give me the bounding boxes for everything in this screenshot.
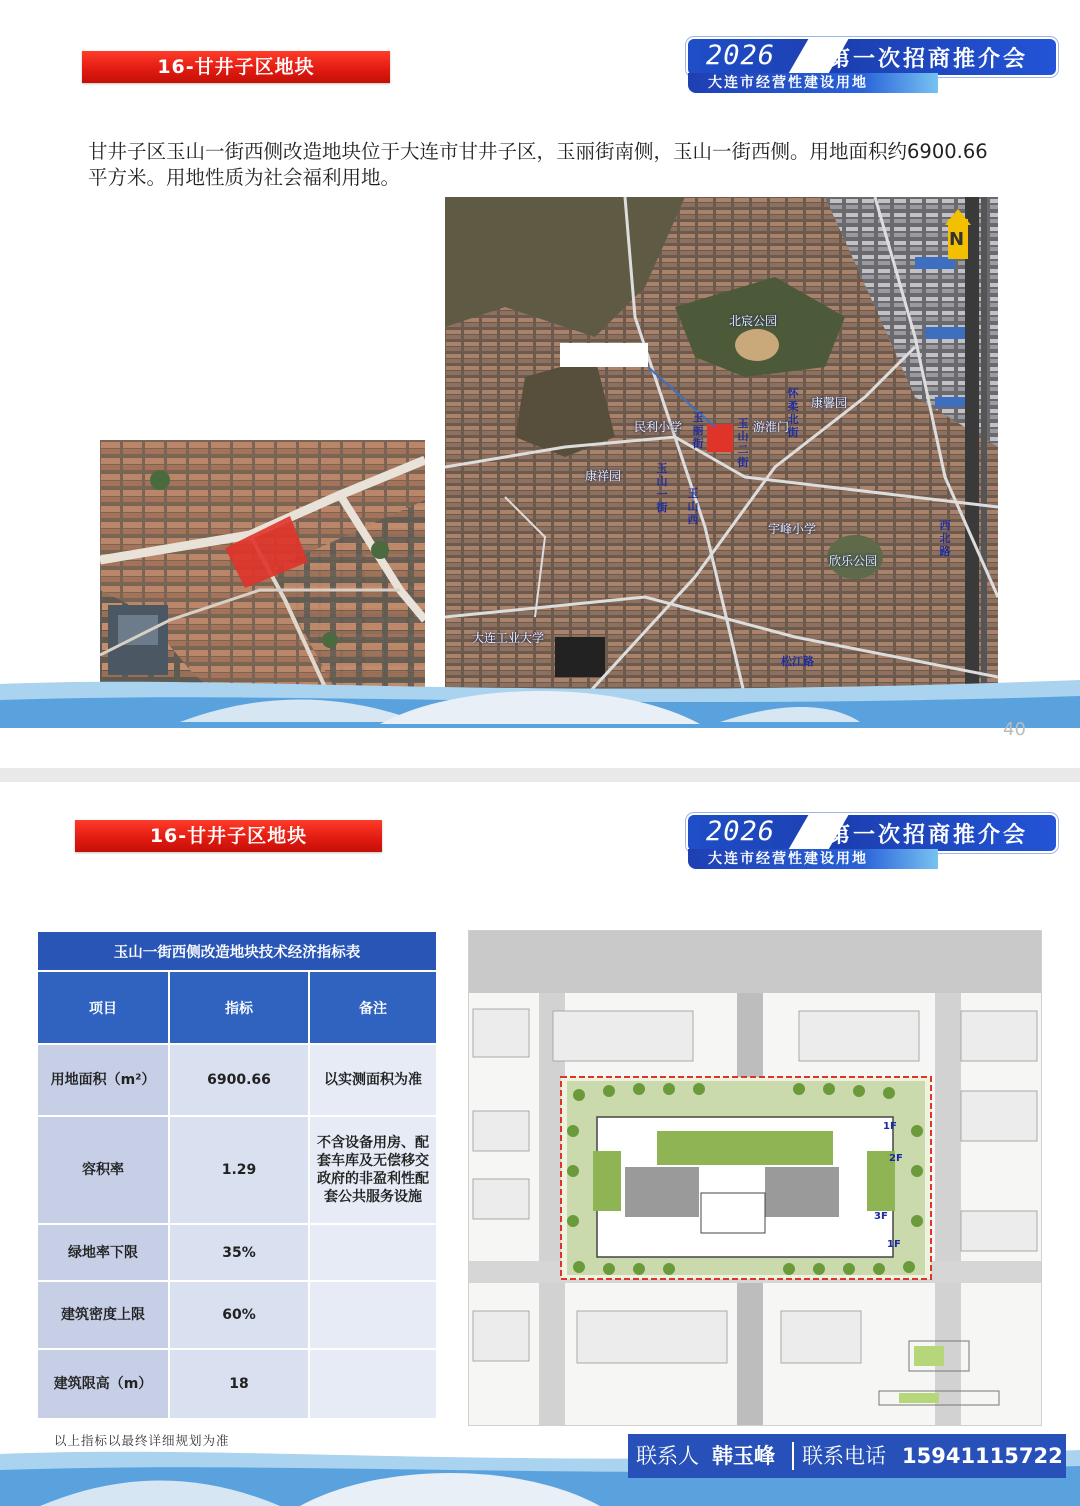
table-header-item: 项目 xyxy=(37,971,169,1044)
row-item: 建筑密度上限 xyxy=(37,1281,169,1349)
map-label-school2: 宇峰小学 xyxy=(768,522,817,536)
slide-2 xyxy=(0,782,1080,1506)
contact-phone: 15941115722 xyxy=(902,1444,1063,1468)
event-subtitle: 大连市经营性建设用地 xyxy=(688,73,938,93)
floor-label: 3F xyxy=(874,1211,888,1222)
event-subtitle: 大连市经营性建设用地 xyxy=(688,849,938,869)
bottom-decoration xyxy=(0,672,1080,768)
row-note xyxy=(309,1281,437,1349)
row-item: 绿地率下限 xyxy=(37,1224,169,1281)
road-label-6: 西北路 xyxy=(939,519,951,558)
site-plan-drawing xyxy=(468,930,1042,1426)
row-note xyxy=(309,1349,437,1419)
table-footnote: 以上指标以最终详细规划为准 xyxy=(54,1433,230,1448)
site-closeup-satellite xyxy=(100,440,425,698)
site-marker xyxy=(707,424,733,452)
page-number: 40 xyxy=(1003,719,1026,740)
map-label-garden2: 康祥园 xyxy=(585,469,622,483)
closeup-satellite-image xyxy=(100,440,425,698)
contact-phone-label: 联系电话 xyxy=(802,1444,886,1468)
row-value: 35% xyxy=(169,1224,309,1281)
row-value: 1.29 xyxy=(169,1116,309,1224)
table-header-value: 指标 xyxy=(169,971,309,1044)
north-arrow-label: N xyxy=(949,229,965,250)
floor-label: 1F xyxy=(887,1239,901,1250)
contact-person: 韩玉峰 xyxy=(712,1444,775,1468)
contact-person-label: 联系人 xyxy=(636,1444,699,1468)
road-label-2: 玉山一街 xyxy=(656,462,668,514)
road-label-5: 怀柔北街 xyxy=(787,387,799,439)
slide-title: 16-甘井子区地块 xyxy=(75,820,382,852)
context-satellite-image xyxy=(445,197,998,697)
site-plan-image xyxy=(469,931,1041,1425)
row-item: 建筑限高（m） xyxy=(37,1349,169,1419)
table-row xyxy=(37,1281,437,1349)
table-row xyxy=(37,1116,437,1224)
event-logo xyxy=(688,815,1058,873)
map-label-park1: 北宸公园 xyxy=(729,314,778,328)
table-header-note: 备注 xyxy=(309,971,437,1044)
row-value: 18 xyxy=(169,1349,309,1419)
road-label-3: 玉山二街 xyxy=(737,417,749,469)
indicator-table xyxy=(36,930,438,1420)
row-value: 60% xyxy=(169,1281,309,1349)
table-row xyxy=(37,1044,437,1116)
map-label-school1: 民利小学 xyxy=(634,420,683,434)
row-note: 以实测面积为准 xyxy=(309,1044,437,1116)
event-logo xyxy=(688,39,1058,97)
table-caption: 玉山一街西侧改造地块技术经济指标表 xyxy=(37,931,437,971)
table-row xyxy=(37,1349,437,1419)
road-label-1: 玉丽街 xyxy=(692,411,704,450)
row-item: 用地面积（m²） xyxy=(37,1044,169,1116)
site-context-satellite xyxy=(445,197,998,697)
event-name: 第一次招商推介会 xyxy=(828,823,1029,848)
floor-label: 2F xyxy=(889,1153,903,1164)
plot-description: 甘井子区玉山一街西侧改造地块位于大连市甘井子区，玉丽街南侧，玉山一街西侧。用地面积约6900.66平方米。用地性质为社会福利用地。 xyxy=(88,140,988,189)
contact-banner xyxy=(628,1434,1066,1478)
row-item: 容积率 xyxy=(37,1116,169,1224)
floor-label: 1F xyxy=(883,1121,897,1132)
event-year: 2026 xyxy=(706,40,776,71)
map-label-garden1: 康馨园 xyxy=(811,396,848,410)
event-year: 2026 xyxy=(706,816,776,847)
row-value: 6900.66 xyxy=(169,1044,309,1116)
road-label-7: 松江路 xyxy=(781,655,814,668)
event-name: 第一次招商推介会 xyxy=(828,47,1029,72)
slide-title: 16-甘井子区地块 xyxy=(82,51,390,83)
map-label-university: 大连工业大学 xyxy=(472,631,545,645)
table-row xyxy=(37,1224,437,1281)
map-label-gate: 游淮门 xyxy=(753,420,790,434)
row-note: 不含设备用房、配套车库及无偿移交政府的非盈利性配套公共服务设施 xyxy=(309,1116,437,1224)
label-box-placeholder xyxy=(560,343,648,367)
road-label-4: 玉山西 xyxy=(687,487,699,526)
row-note xyxy=(309,1224,437,1281)
map-label-park2: 欣乐公园 xyxy=(829,554,878,568)
